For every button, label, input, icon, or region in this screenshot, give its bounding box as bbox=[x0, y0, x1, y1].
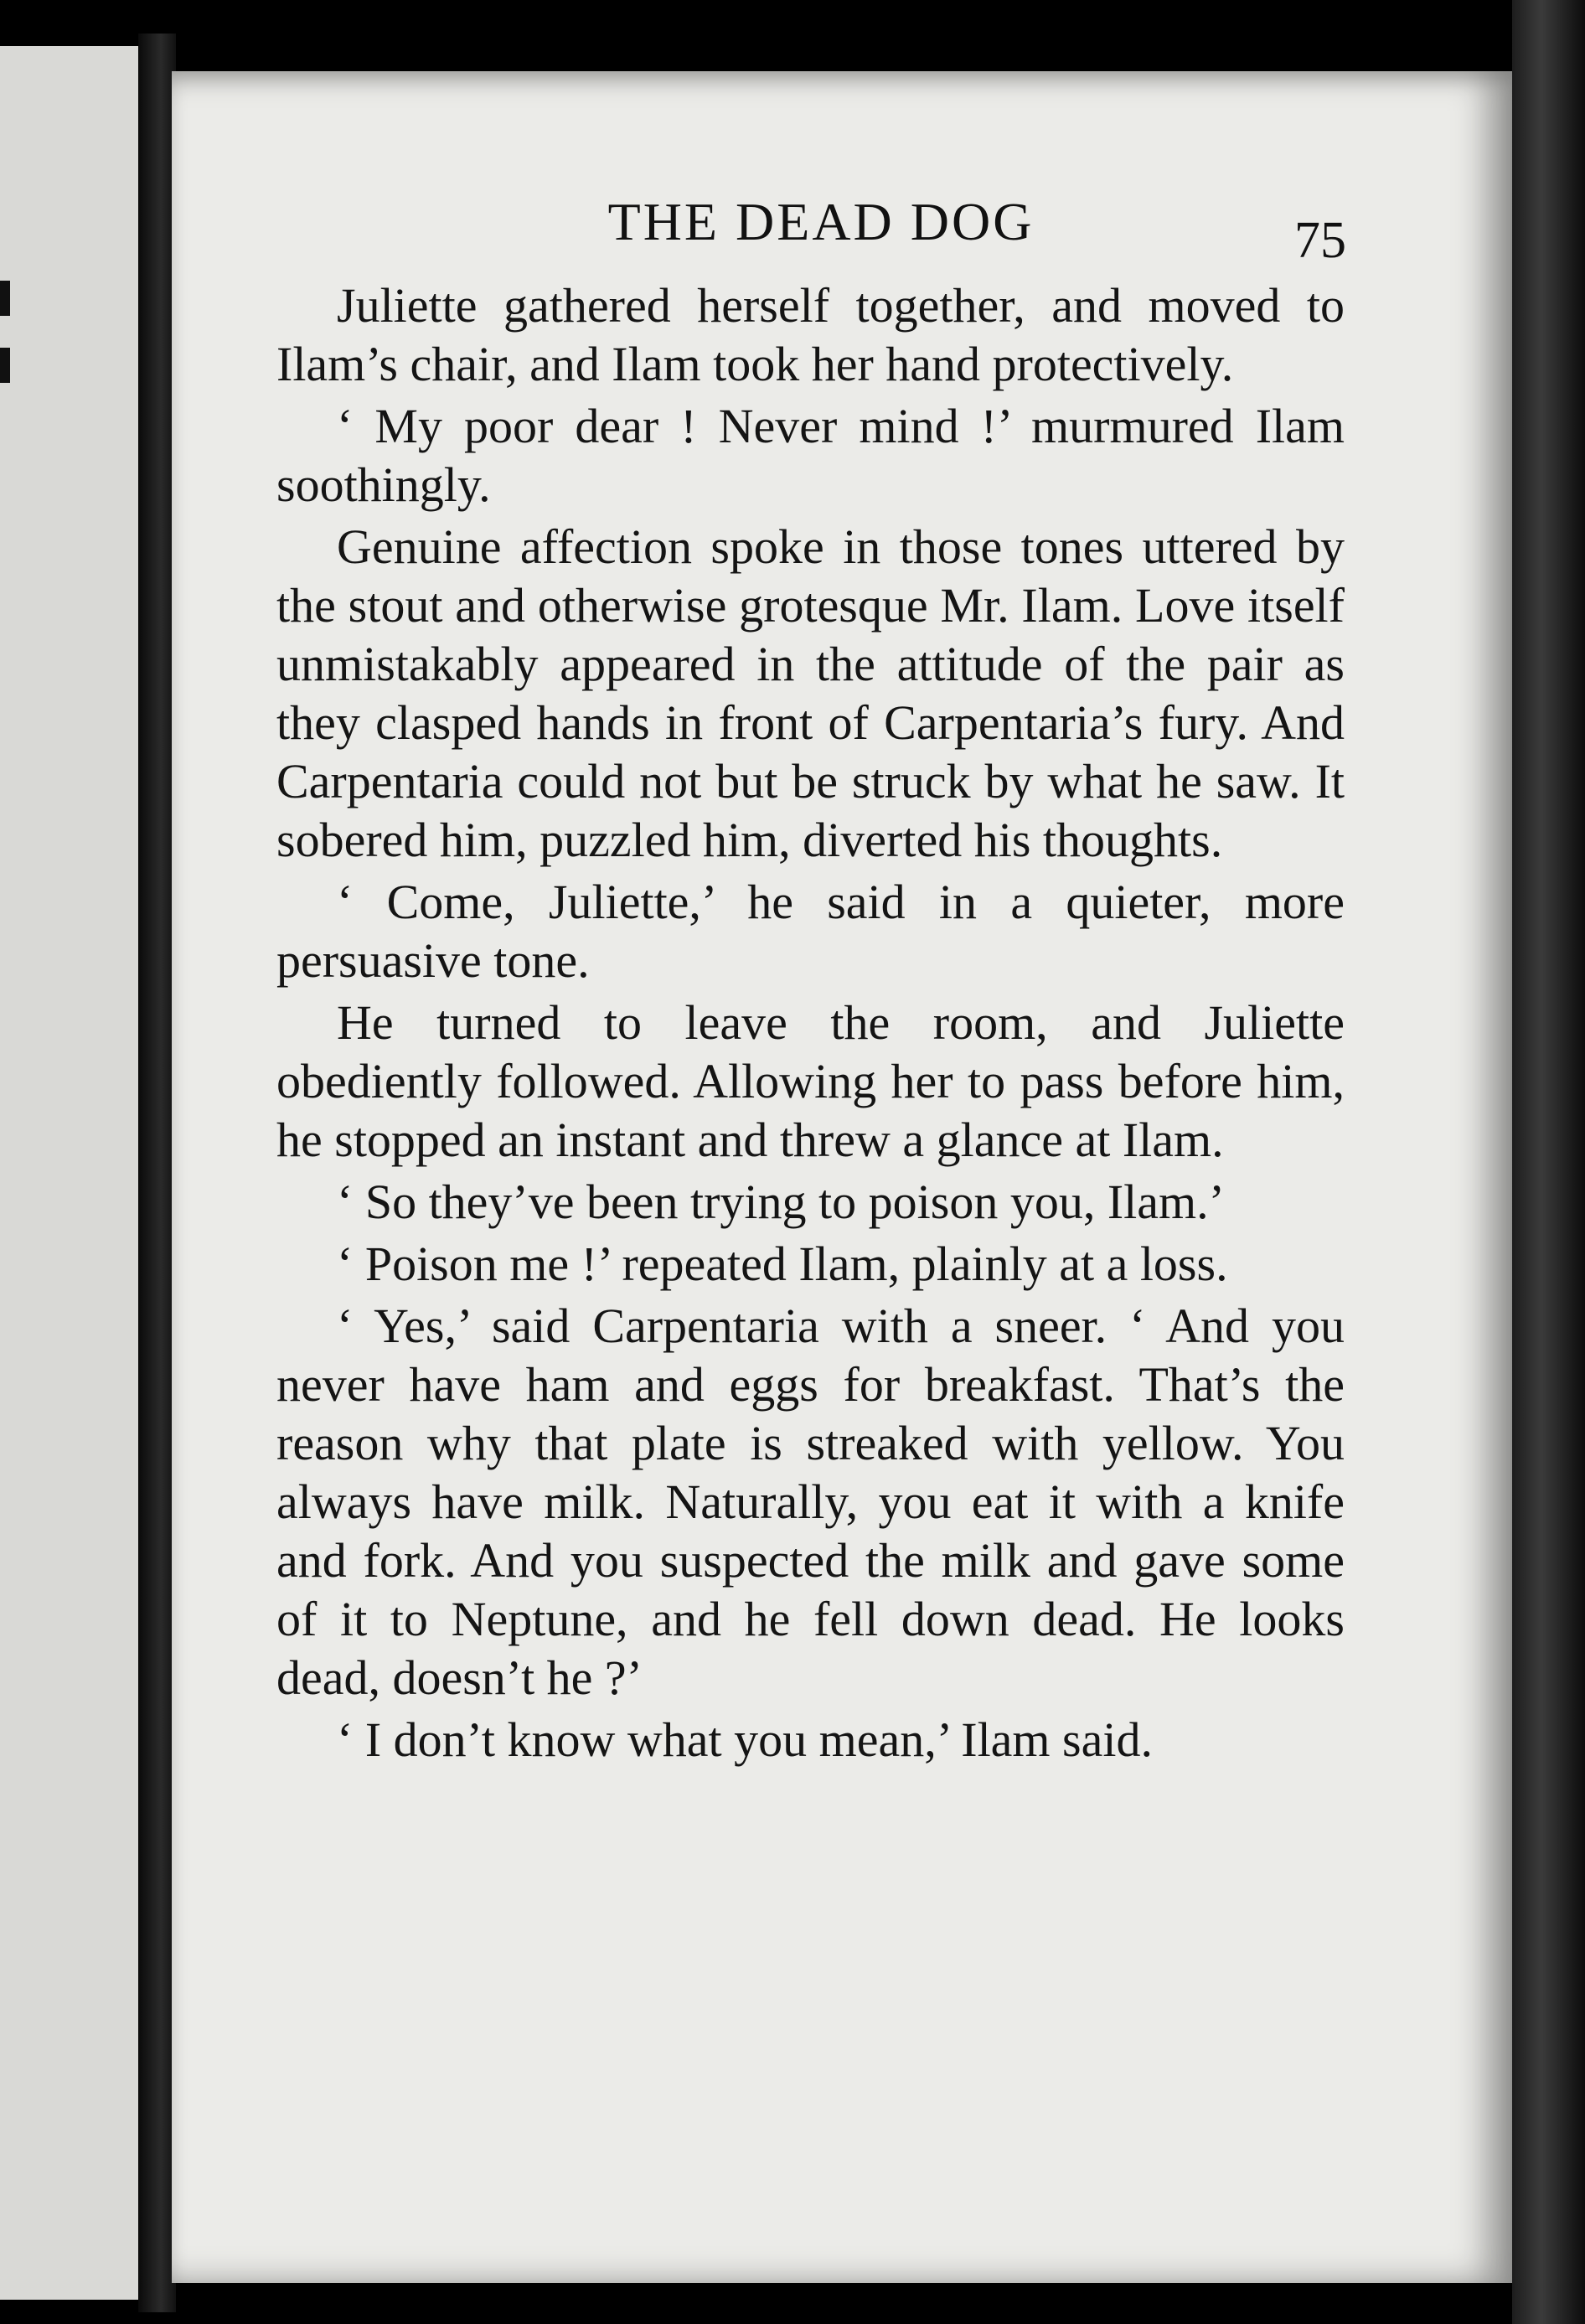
paragraph: ‘ My poor dear ! Never mind !’ murmured Ilam soothingly. bbox=[276, 399, 1345, 512]
book-gutter bbox=[138, 34, 176, 2312]
facing-page-text-fragment bbox=[0, 281, 10, 316]
body-text bbox=[276, 276, 1345, 1773]
paragraph: ‘ Come, Juliette,’ he said in a quieter, more persuasive tone. bbox=[276, 875, 1345, 988]
paragraph: ‘ I don’t know what you mean,’ Ilam said. bbox=[337, 1712, 1153, 1767]
facing-page-text-fragment bbox=[0, 348, 10, 383]
paragraph: ‘ So they’ve been trying to poison you, Ilam.’ bbox=[337, 1175, 1225, 1229]
paragraph: Juliette gathered herself together, and moved to Ilam’s chair, and Ilam took her hand protectively. bbox=[276, 278, 1345, 391]
running-head: THE DEAD DOG bbox=[607, 192, 1035, 251]
page-number: 75 bbox=[1294, 212, 1346, 269]
paragraph: ‘ Yes,’ said Carpentaria with a sneer. ‘ And you never have ham and eggs for breakfast. That’s the reason why that plate is streaked with yellow. You always have milk. Naturally, you eat it with a knife and fork. And you suspected the milk and gave some of it to Neptune, and he fell down dead. He looks dead, doesn’t he ?’ bbox=[276, 1299, 1345, 1705]
paragraph: Genuine affection spoke in those tones uttered by the stout and otherwise grotesque Mr. Ilam. Love itself unmistakably appeared in the attitude of the pair as they clasped hands in front of Carpentaria’s fury. And Carpentaria could not but be struck by what he saw. It sobered him, puzzled him, diverted his thoughts. bbox=[276, 519, 1345, 867]
paragraph: ‘ Poison me !’ repeated Ilam, plainly at a loss. bbox=[337, 1237, 1228, 1291]
facing-page-edge bbox=[0, 46, 143, 2300]
page-edge-shadow bbox=[1512, 0, 1585, 2324]
paragraph: He turned to leave the room, and Juliette obediently followed. Allowing her to pass before him, he stopped an instant and threw a glance at Ilam. bbox=[276, 995, 1345, 1167]
